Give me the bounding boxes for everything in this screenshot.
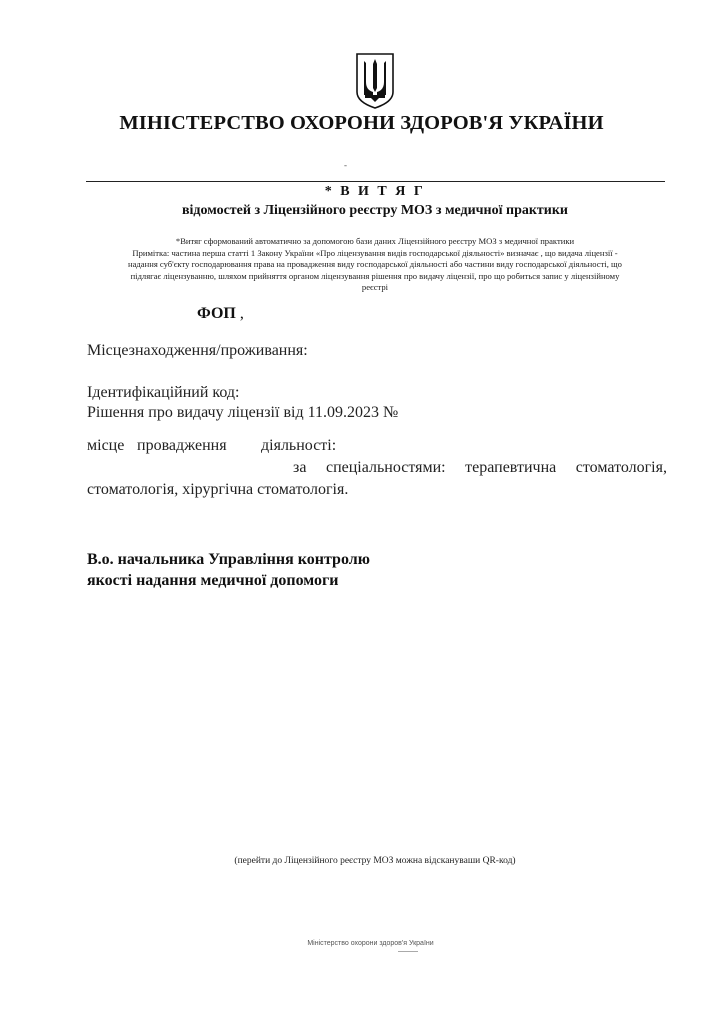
specialties-line	[293, 459, 667, 477]
note-block	[90, 236, 660, 294]
fop-suffix: ,	[235, 305, 244, 322]
spec-word: терапевтична	[465, 459, 557, 476]
signature-line: якості надання медичної допомоги	[87, 572, 339, 589]
signature-line: В.о. начальника Управління контролю	[87, 551, 370, 568]
signature-block	[87, 549, 370, 591]
place-word: діяльності:	[261, 437, 337, 454]
id-code-label: Ідентифікаційний код:	[87, 384, 240, 401]
specialties-continuation: стоматологія, хірургічна стоматологія.	[87, 481, 349, 498]
spec-word: спеціальностями:	[325, 459, 446, 476]
license-decision: Рішення про видачу ліцензії від 11.09.2023 №	[87, 404, 399, 421]
small-mark: -	[344, 160, 347, 170]
trident-icon	[354, 52, 396, 110]
note-line: надання суб'єкту господарювання права на провадження виду господарської діяльності або частини виду господарської діяльності, що	[128, 259, 622, 270]
extract-title: * В И Т Я Г	[324, 184, 426, 199]
activity-place	[87, 437, 667, 455]
place-word: місце	[87, 437, 125, 454]
note-line: реєстрі	[361, 282, 389, 293]
note-line: Примітка: частина перша статті 1 Закону України «Про ліцензування видів господарської діяльності» визначає , що видача ліцензії -	[132, 247, 618, 258]
extract-subtitle: відомостей з Ліцензійного реєстру МОЗ з медичної практики	[181, 203, 569, 218]
qr-note: (перейти до Ліцензійного реєстру МОЗ можна відскануваши QR-код)	[234, 856, 516, 866]
ministry-title: МІНІСТЕРСТВО ОХОРОНИ ЗДОРОВ'Я УКРАЇНИ	[119, 112, 604, 134]
note-line: *Витяг сформований автоматично за допомогою бази даних Ліцензійного реєстру МОЗ з медичної практики	[175, 236, 575, 246]
fop-label: ФОП	[197, 305, 236, 322]
location-label: Місцезнаходження/проживання:	[87, 342, 308, 359]
place-word: провадження	[137, 437, 227, 454]
fop-line	[197, 305, 244, 323]
header-divider	[86, 181, 665, 182]
note-line: підлягає ліцензуванню, шляхом прийняття органом ліцензування рішення про видачу ліцензії, про що робиться запис у ліцензійному	[130, 270, 620, 281]
spec-word: стоматологія,	[575, 459, 667, 476]
footer-divider	[398, 951, 418, 952]
footer-text: Міністерство охорони здоров'я України	[307, 940, 434, 947]
spec-word: за	[293, 459, 307, 476]
